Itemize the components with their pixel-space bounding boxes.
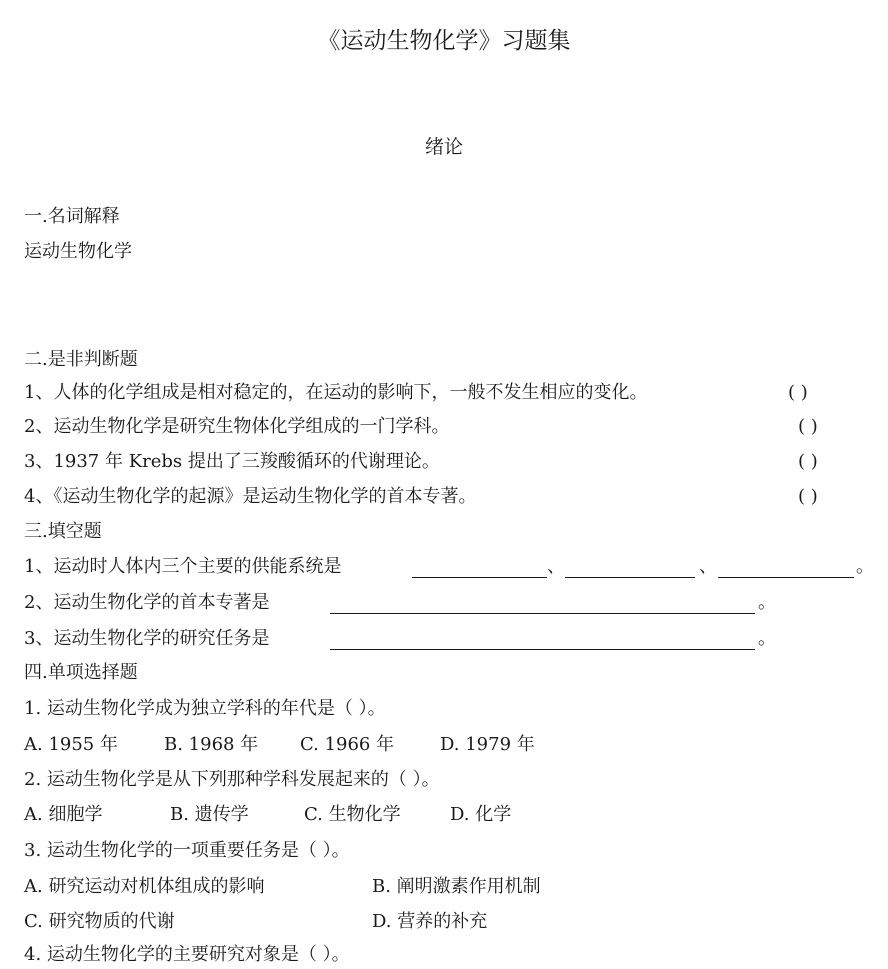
mc-q3-option-d[interactable]: D. 营养的补充 xyxy=(372,911,488,932)
mc-q3-option-c[interactable]: C. 研究物质的代谢 xyxy=(24,911,175,932)
definition-term: 运动生物化学 xyxy=(24,241,132,262)
fill-blank-2[interactable] xyxy=(330,613,755,614)
fill-sep-1: 、 xyxy=(547,556,565,577)
mc-q1-option-c[interactable]: C. 1966 年 xyxy=(300,734,395,755)
fill-blank-1a[interactable] xyxy=(412,577,547,578)
mc-q1-option-b[interactable]: B. 1968 年 xyxy=(164,734,259,755)
section-heading-multiple-choice: 四.单项选择题 xyxy=(24,662,138,683)
mc-q2-option-d[interactable]: D. 化学 xyxy=(450,804,512,825)
fill-sep-2: 、 xyxy=(699,556,717,577)
section-heading-fill-blank: 三.填空题 xyxy=(24,521,102,542)
mc-question-4: 4. 运动生物化学的主要研究对象是（ ）。 xyxy=(24,944,350,965)
mc-q1-option-a[interactable]: A. 1955 年 xyxy=(24,734,118,755)
mc-question-3: 3. 运动生物化学的一项重要任务是（ ）。 xyxy=(24,840,350,861)
answer-paren-4[interactable]: ( ) xyxy=(798,486,818,507)
true-false-item-2: 2、运动生物化学是研究生物体化学组成的一门学科。 xyxy=(24,416,450,437)
true-false-item-4: 4、《运动生物化学的起源》是运动生物化学的首本专著。 xyxy=(24,486,477,507)
fill-item-1: 1、运动时人体内三个主要的供能系统是 xyxy=(24,556,342,577)
fill-item-2: 2、运动生物化学的首本专著是 xyxy=(24,592,270,613)
fill-end-1: 。 xyxy=(856,556,874,577)
true-false-item-3: 3、1937 年 Krebs 提出了三羧酸循环的代谢理论。 xyxy=(24,451,440,472)
section-heading-true-false: 二.是非判断题 xyxy=(24,349,138,370)
fill-blank-1b[interactable] xyxy=(565,577,695,578)
section-heading-definitions: 一.名词解释 xyxy=(24,206,120,227)
mc-question-1: 1. 运动生物化学成为独立学科的年代是（ ）。 xyxy=(24,698,386,719)
document-title: 《运动生物化学》习题集 xyxy=(317,28,571,54)
fill-blank-3[interactable] xyxy=(330,649,755,650)
mc-q1-option-d[interactable]: D. 1979 年 xyxy=(440,734,535,755)
fill-end-2: 。 xyxy=(758,592,776,613)
fill-end-3: 。 xyxy=(758,628,776,649)
mc-question-2: 2. 运动生物化学是从下列那种学科发展起来的（ ）。 xyxy=(24,769,440,790)
true-false-item-1: 1、人体的化学组成是相对稳定的，在运动的影响下，一般不发生相应的变化。 xyxy=(24,382,648,403)
mc-q3-option-a[interactable]: A. 研究运动对机体组成的影响 xyxy=(24,876,265,897)
fill-blank-1c[interactable] xyxy=(718,577,854,578)
mc-q2-option-c[interactable]: C. 生物化学 xyxy=(304,804,401,825)
mc-q2-option-a[interactable]: A. 细胞学 xyxy=(24,804,103,825)
mc-q2-option-b[interactable]: B. 遗传学 xyxy=(170,804,249,825)
mc-q3-option-b[interactable]: B. 阐明激素作用机制 xyxy=(372,876,541,897)
answer-paren-2[interactable]: ( ) xyxy=(798,416,818,437)
chapter-title: 绪论 xyxy=(424,136,463,158)
answer-paren-3[interactable]: ( ) xyxy=(798,451,818,472)
fill-item-3: 3、运动生物化学的研究任务是 xyxy=(24,628,270,649)
answer-paren-1[interactable]: ( ) xyxy=(788,382,808,403)
